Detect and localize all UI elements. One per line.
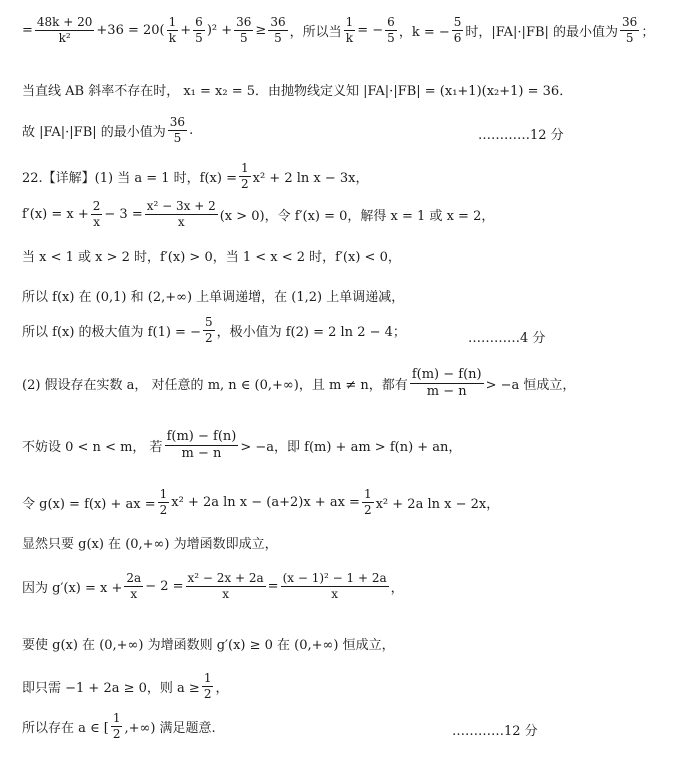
fraction: $\frac{6}{5}$ — [195, 15, 203, 45]
fraction: $\frac{1}{2}$ — [112, 711, 121, 741]
text: 当直线 AB 斜率不存在时， x₁ = x₂ = 5．由抛物线定义知 |FA|·|FB| = (x₁+1)(x₂+1) = 36． — [22, 84, 573, 99]
text: > −a，即 f(m) + am > f(n) + an， — [240, 439, 462, 455]
fraction: $\frac{36}{5}$ — [622, 15, 638, 45]
text-line-8 — [22, 316, 406, 344]
text: f′(x) = x + — [22, 206, 89, 222]
text: ， — [390, 580, 404, 596]
text-line-12 — [22, 533, 278, 552]
text-line-13 — [22, 572, 404, 600]
text: 不妨设 0 < n < m， 若 — [22, 439, 163, 455]
text: ,+∞) 满足题意. — [124, 720, 216, 736]
text-line-3 — [22, 116, 193, 144]
text: = — [267, 578, 279, 594]
text: 所以存在 a ∈ [ — [22, 720, 109, 736]
score-mark-2: …………4 分 — [468, 331, 546, 346]
fraction: $\frac{5}{2}$ — [204, 315, 213, 345]
text: 22.【详解】(1) 当 a = 1 时，f(x) = — [22, 170, 237, 186]
text-line-11 — [22, 488, 499, 516]
text: (x > 0)，令 f′(x) = 0，解得 x = 1 或 x = 2， — [219, 208, 495, 224]
fraction: $\frac{2a}{x}$ — [126, 571, 142, 601]
score-mark-1: …………12 分 — [478, 128, 564, 143]
text: 显然只要 g(x) 在 (0,+∞) 为增函数即成立， — [22, 537, 278, 552]
text: = − — [357, 22, 384, 38]
text: x² + 2 ln x − 3x， — [252, 170, 369, 186]
text: 所以 f(x) 的极大值为 f(1) = − — [22, 324, 201, 340]
fraction: $\frac{1}{k}$ — [168, 15, 177, 45]
fraction: $\frac{48k + 20}{\text{k²}}$ — [36, 15, 93, 45]
fraction: $\frac{\text{(x − 1)² − 1 + 2a}}{x}$ — [282, 571, 387, 601]
fraction: $\frac{\text{x² − 3x + 2}}{x}$ — [146, 199, 216, 229]
text-line-7 — [22, 286, 404, 305]
fraction: $\frac{1}{2}$ — [159, 487, 168, 517]
text: 故 |FA|·|FB| 的最小值为 — [22, 124, 166, 140]
fraction: $\frac{1}{2}$ — [240, 161, 249, 191]
text-line-10 — [22, 430, 461, 460]
text-line-2 — [22, 80, 572, 99]
text: 因为 g′(x) = x + — [22, 580, 123, 596]
equation-line-1 — [22, 16, 654, 44]
fraction: $\frac{\text{x² − 2x + 2a}}{x}$ — [187, 571, 264, 601]
fraction: $\frac{36}{5}$ — [169, 115, 186, 145]
text-line-9 — [22, 368, 575, 398]
text: ，k = − — [398, 24, 450, 40]
text: 时，|FA|·|FB| 的最小值为 — [465, 24, 619, 40]
text: +36 = 20( — [96, 22, 165, 38]
text: ，所以当 — [289, 24, 342, 40]
fraction: $\frac{36}{5}$ — [236, 15, 252, 45]
text: )² + — [206, 22, 233, 38]
fraction: $\frac{2}{x}$ — [92, 199, 101, 229]
fraction: $\frac{36}{5}$ — [270, 15, 286, 45]
text: 要使 g(x) 在 (0,+∞) 为增函数则 g′(x) ≥ 0 在 (0,+∞) 恒成立， — [22, 638, 395, 653]
text-line-14 — [22, 634, 395, 653]
fraction: $\frac{f(m) - f(n)}{m - n}$ — [411, 367, 482, 399]
text: − 2 = — [145, 578, 184, 594]
text: 当 x < 1 或 x > 2 时，f′(x) > 0，当 1 < x < 2 时，f′(x) < 0， — [22, 250, 401, 265]
text: 即只需 −1 + 2a ≥ 0，则 a ≥ — [22, 680, 200, 696]
fraction: $\frac{5}{6}$ — [453, 15, 462, 45]
score-mark-3: …………12 分 — [452, 724, 538, 739]
text: > −a 恒成立， — [485, 377, 576, 393]
text: ； — [641, 24, 655, 40]
text: . — [189, 122, 194, 138]
text-line-16 — [22, 712, 216, 740]
text: x² + 2a ln x − 2x， — [375, 496, 500, 512]
text: − 3 = — [104, 206, 143, 222]
text-line-6 — [22, 246, 401, 265]
text-line-4 — [22, 162, 368, 190]
fraction: $\frac{1}{k}$ — [345, 15, 354, 45]
text: 所以 f(x) 在 (0,1) 和 (2,+∞) 上单调递增，在 (1,2) 上单调递减， — [22, 290, 405, 305]
text-line-5 — [22, 200, 494, 228]
fraction: $\frac{6}{5}$ — [387, 15, 395, 45]
fraction: $\frac{f(m) - f(n)}{m - n}$ — [166, 429, 237, 461]
text: 令 g(x) = f(x) + ax = — [22, 496, 156, 512]
text: = — [22, 22, 33, 38]
text: ， — [215, 680, 229, 696]
fraction: $\frac{1}{2}$ — [363, 487, 372, 517]
text: ，极小值为 f(2) = 2 ln 2 − 4； — [216, 324, 406, 340]
text: x² + 2a ln x − (a+2)x + ax = — [171, 494, 360, 510]
text-line-15 — [22, 672, 228, 700]
text: ≥ — [255, 22, 267, 38]
fraction: $\frac{1}{2}$ — [203, 671, 212, 701]
text: (2) 假设存在实数 a， 对任意的 m, n ∈ (0,+∞)，且 m ≠ n，都有 — [22, 377, 408, 393]
text: + — [180, 22, 192, 38]
